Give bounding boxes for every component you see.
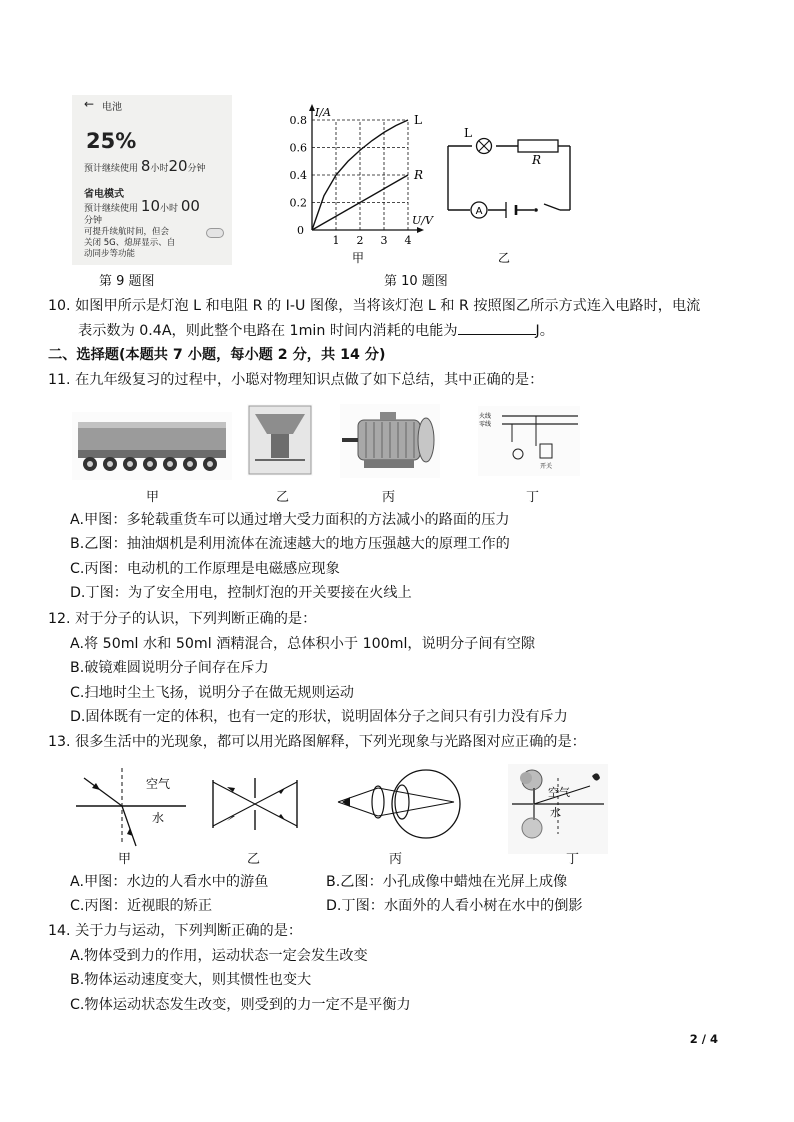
power-save-remaining: 预计继续使用 10小时 00 分钟 xyxy=(84,197,200,226)
q11-label-jia: 甲 xyxy=(146,490,160,505)
sub-label-jia: 甲 xyxy=(352,251,365,265)
y-tick-label: 0.8 xyxy=(289,114,307,127)
q13-option-b[interactable]: B.乙图：小孔成像中蜡烛在光屏上成像 xyxy=(326,874,568,890)
q11-option-d[interactable]: D.丁图：为了安全用电，控制灯泡的开关要接在火线上 xyxy=(70,585,412,601)
q10-line2: 表示数为 0.4A，则此整个电路在 1min 时间内消耗的电能为 J。 xyxy=(78,320,554,341)
ammeter-symbol xyxy=(471,202,487,218)
series-label-R: R xyxy=(414,168,424,182)
resistor-symbol xyxy=(518,140,558,152)
q11-stem: 11. 在九年级复习的过程中，小聪对物理知识点做了如下总结，其中正确的是： xyxy=(48,372,544,388)
q11-label-yi: 乙 xyxy=(276,490,290,505)
q11-option-c[interactable]: C.丙图：电动机的工作原理是电磁感应现象 xyxy=(70,561,340,577)
q10-line1: 10. 如图甲所示是灯泡 L 和电阻 R 的 I-U 图像，当将该灯泡 L 和 R 按照图乙所示方式连入电路时，电流 xyxy=(48,298,701,314)
q11-label-bing: 丙 xyxy=(382,490,396,505)
page-number: 2 / 4 xyxy=(689,1032,718,1046)
svg-text:水: 水 xyxy=(152,811,165,825)
q13-figure-ding xyxy=(508,764,608,854)
x-tick-label: 4 xyxy=(404,234,412,247)
q13-label-bing: 丙 xyxy=(389,852,403,867)
q12-stem: 12. 对于分子的认识，下列判断正确的是： xyxy=(48,611,317,627)
q13-stem: 13. 很多生活中的光现象，都可以用光路图解释，下列光现象与光路图对应正确的是： xyxy=(48,734,586,750)
x-tick-label: 2 xyxy=(356,234,364,247)
q11-option-b[interactable]: B.乙图：抽油烟机是利用流体在流速越大的地方压强越大的原理工作的 xyxy=(70,536,510,552)
x-axis-arrow xyxy=(417,227,424,233)
q14-option-a[interactable]: A.物体受到力的作用，运动状态一定会发生改变 xyxy=(70,948,368,964)
y-tick-label: 0.2 xyxy=(289,196,307,210)
sub-label-yi: 乙 xyxy=(498,251,511,265)
svg-text:零线: 零线 xyxy=(479,421,492,428)
battery-remaining: 预计继续使用 8小时20分钟 xyxy=(84,157,206,175)
q13-option-a[interactable]: A.甲图：水边的人看水中的游鱼 xyxy=(70,874,269,890)
q11-label-ding: 丁 xyxy=(526,490,540,505)
circuit-label-L: L xyxy=(464,126,472,140)
battery-header: 电池 xyxy=(102,102,122,113)
q14-option-b[interactable]: B.物体运动速度变大，则其惯性也变大 xyxy=(70,972,312,988)
back-arrow-icon: ← xyxy=(84,97,95,111)
q11-figure-yi xyxy=(247,404,313,476)
power-save-toggle[interactable] xyxy=(206,228,224,238)
fig10-caption: 第 10 题图 xyxy=(384,274,448,289)
iu-graph xyxy=(278,98,438,266)
battery-symbol xyxy=(506,202,516,218)
origin-label: 0 xyxy=(297,224,304,237)
battery-percent: 25% xyxy=(86,129,137,153)
q11-figure-jia xyxy=(72,412,232,480)
svg-text:A: A xyxy=(475,206,483,217)
fig9-caption: 第 9 题图 xyxy=(99,274,155,289)
lamp-symbol xyxy=(477,139,492,154)
q13-option-d[interactable]: D.丁图：水面外的人看小树在水中的倒影 xyxy=(326,898,583,914)
svg-text:空气: 空气 xyxy=(548,786,570,799)
q13-figure-jia xyxy=(72,764,190,850)
q13-label-ding: 丁 xyxy=(566,852,580,867)
x-tick-label: 1 xyxy=(332,234,340,247)
series-label-L: L xyxy=(414,113,422,127)
battery-screenshot xyxy=(72,95,232,265)
q13-figure-bing xyxy=(330,766,470,840)
q13-label-jia: 甲 xyxy=(118,852,132,867)
q11-figure-ding xyxy=(478,406,580,476)
q11-option-a[interactable]: A.甲图：多轮载重货车可以通过增大受力面积的方法减小的路面的压力 xyxy=(70,512,510,528)
x-tick-label: 3 xyxy=(380,234,388,247)
power-save-desc: 可提升续航时间，但会 关闭 5G、熄屏显示、自 动同步等功能 xyxy=(84,227,176,259)
q14-option-c[interactable]: C.物体运动状态发生改变，则受到的力一定不是平衡力 xyxy=(70,997,411,1013)
q13-option-c[interactable]: C.丙图：近视眼的矫正 xyxy=(70,898,213,914)
section-2-title: 二、选择题(本题共 7 小题，每小题 2 分，共 14 分) xyxy=(48,347,386,363)
q12-option-c[interactable]: C.扫地时尘土飞扬，说明分子在做无规则运动 xyxy=(70,685,354,701)
svg-text:火线: 火线 xyxy=(479,413,492,420)
circuit-label-R: R xyxy=(532,153,542,167)
power-save-title: 省电模式 xyxy=(84,189,124,200)
y-tick-label: 0.4 xyxy=(289,169,307,182)
q12-option-a[interactable]: A.将 50ml 水和 50ml 酒精混合，总体积小于 100ml，说明分子间有空隙 xyxy=(70,636,536,652)
svg-text:开关: 开关 xyxy=(540,463,553,470)
y-tick-label: 0.6 xyxy=(289,141,307,155)
q12-option-d[interactable]: D.固体既有一定的体积，也有一定的形状，说明固体分子之间只有引力没有斥力 xyxy=(70,709,568,725)
q14-stem: 14. 关于力与运动，下列判断正确的是： xyxy=(48,923,303,939)
q13-label-yi: 乙 xyxy=(247,852,261,867)
q12-option-b[interactable]: B.破镜难圆说明分子间存在斥力 xyxy=(70,660,269,676)
q13-figure-yi xyxy=(205,776,305,832)
svg-text:空气: 空气 xyxy=(146,777,171,791)
circuit-diagram xyxy=(436,100,586,265)
answer-blank[interactable] xyxy=(458,320,536,335)
switch-symbol xyxy=(534,208,538,212)
y-axis-label: I/A xyxy=(315,106,331,119)
svg-text:水: 水 xyxy=(550,806,561,819)
x-axis-label: U/V xyxy=(412,214,433,227)
q11-figure-bing xyxy=(340,404,440,478)
